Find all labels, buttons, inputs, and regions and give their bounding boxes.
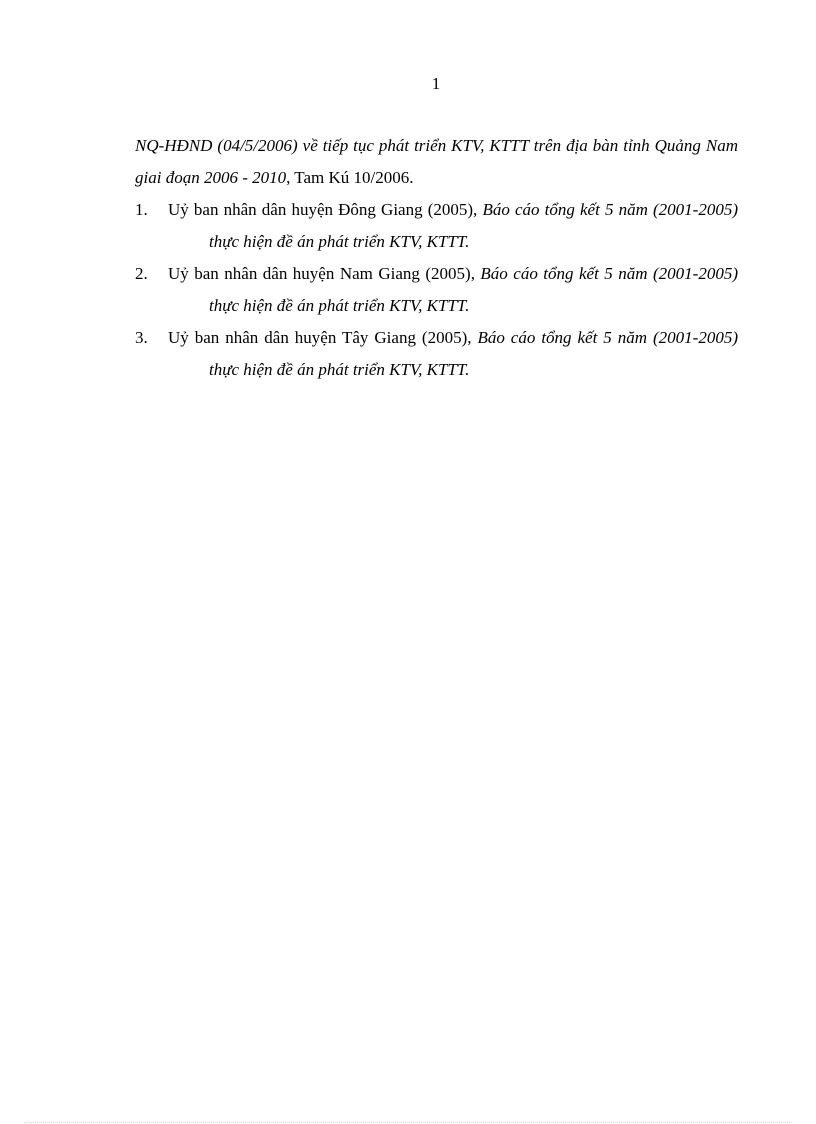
reference-item [135, 258, 738, 322]
intro-paragraph [135, 130, 738, 194]
intro-plain-text: , Tam Kú 10/2006. [286, 168, 414, 187]
reference-author: Uỷ ban nhân dân huyện Tây Giang (2005), [168, 328, 478, 347]
intro-italic-text: NQ-HĐND (04/5/2006) về tiếp tục phát triển KTV, KTTT trên địa bàn tỉnh Quảng Nam giai đoạn 2006 - 2010 [135, 136, 738, 187]
reference-number: 3. [135, 328, 148, 347]
reference-title: Báo cáo tổng kết 5 năm (2001-2005) thực hiện đề án phát triển KTV, KTTT. [209, 328, 738, 379]
reference-number: 2. [135, 264, 148, 283]
document-body [135, 130, 738, 386]
reference-title: Báo cáo tổng kết 5 năm (2001-2005) thực hiện đề án phát triển KTV, KTTT. [209, 264, 738, 315]
reference-author: Uỷ ban nhân dân huyện Đông Giang (2005), [168, 200, 483, 219]
page-number: 1 [431, 74, 441, 93]
reference-number: 1. [135, 200, 148, 219]
reference-item [135, 194, 738, 258]
reference-item [135, 322, 738, 386]
reference-title: Báo cáo tổng kết 5 năm (2001-2005) thực hiện đề án phát triển KTV, KTTT. [209, 200, 738, 251]
reference-author: Uỷ ban nhân dân huyện Nam Giang (2005), [168, 264, 481, 283]
